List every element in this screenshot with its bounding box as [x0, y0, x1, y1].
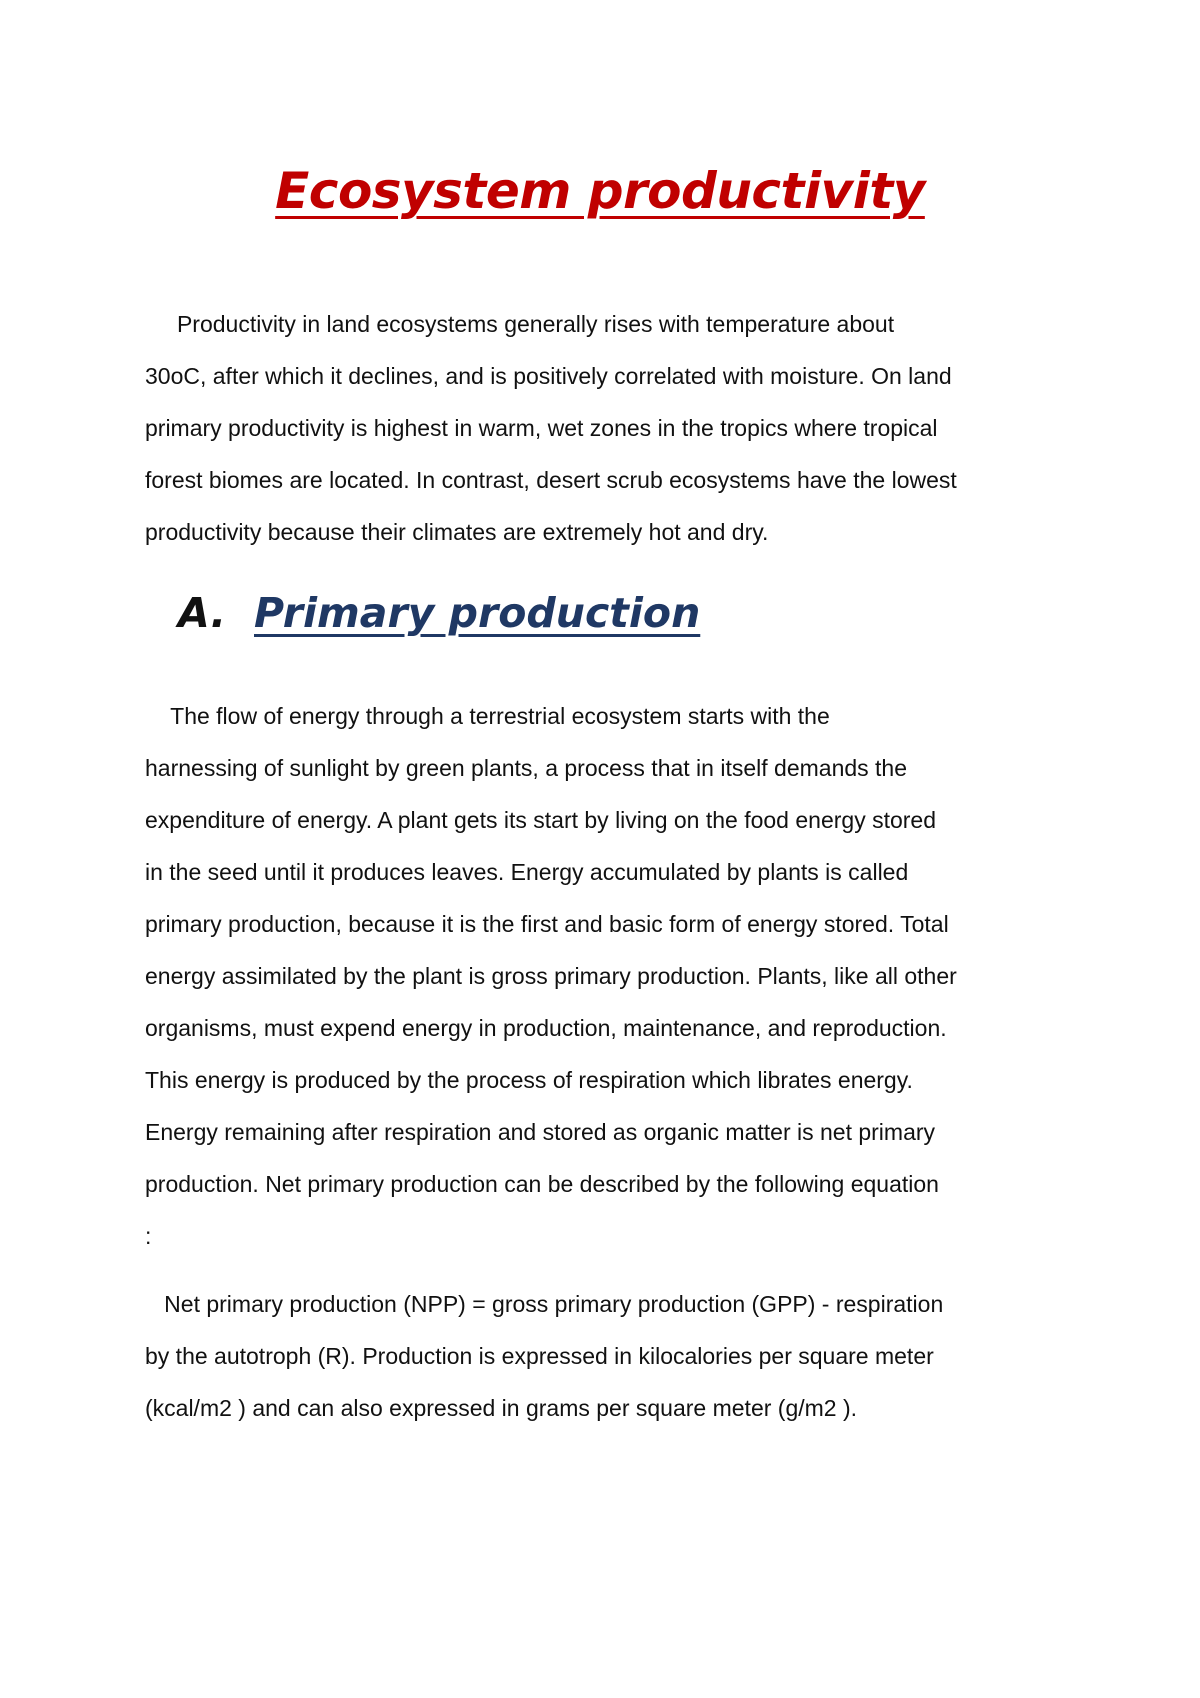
intro-line: productivity because their climates are extremely hot and dry.: [145, 519, 769, 545]
primary-line: primary production, because it is the first and basic form of energy stored. Total: [145, 911, 949, 937]
primary-line: harnessing of sunlight by green plants, a process that in itself demands the: [145, 755, 908, 781]
section-title: Primary production: [254, 589, 701, 637]
primary-line: energy assimilated by the plant is gross primary production. Plants, like all other: [145, 963, 957, 989]
primary-production-paragraph: [145, 690, 1075, 1262]
intro-paragraph: [145, 298, 1075, 558]
intro-line: forest biomes are located. In contrast, desert scrub ecosystems have the lowest: [145, 467, 957, 493]
primary-line: The flow of energy through a terrestrial ecosystem starts with the: [145, 703, 830, 729]
equation-line: (kcal/m2 ) and can also expressed in grams per square meter (g/m2 ).: [145, 1395, 858, 1421]
section-letter: A.: [178, 589, 227, 637]
section-heading: [178, 583, 700, 643]
intro-line: 30oC, after which it declines, and is positively correlated with moisture. On land: [145, 363, 952, 389]
primary-line: organisms, must expend energy in production, maintenance, and reproduction.: [145, 1015, 947, 1041]
primary-line: This energy is produced by the process of respiration which librates energy.: [145, 1067, 913, 1093]
equation-line: by the autotroph (R). Production is expressed in kilocalories per square meter: [145, 1343, 934, 1369]
primary-line: expenditure of energy. A plant gets its start by living on the food energy stored: [145, 807, 937, 833]
intro-line: primary productivity is highest in warm, wet zones in the tropics where tropical: [145, 415, 938, 441]
primary-line: Energy remaining after respiration and stored as organic matter is net primary: [145, 1119, 936, 1145]
document-title: Ecosystem productivity: [275, 162, 925, 220]
equation-line: Net primary production (NPP) = gross primary production (GPP) - respiration: [145, 1291, 944, 1317]
intro-line: Productivity in land ecosystems generally rises with temperature about: [145, 311, 895, 337]
primary-line: in the seed until it produces leaves. Energy accumulated by plants is called: [145, 859, 909, 885]
primary-line: production. Net primary production can be described by the following equation: [145, 1171, 939, 1197]
equation-paragraph: [145, 1278, 1075, 1434]
primary-line: :: [145, 1223, 152, 1249]
